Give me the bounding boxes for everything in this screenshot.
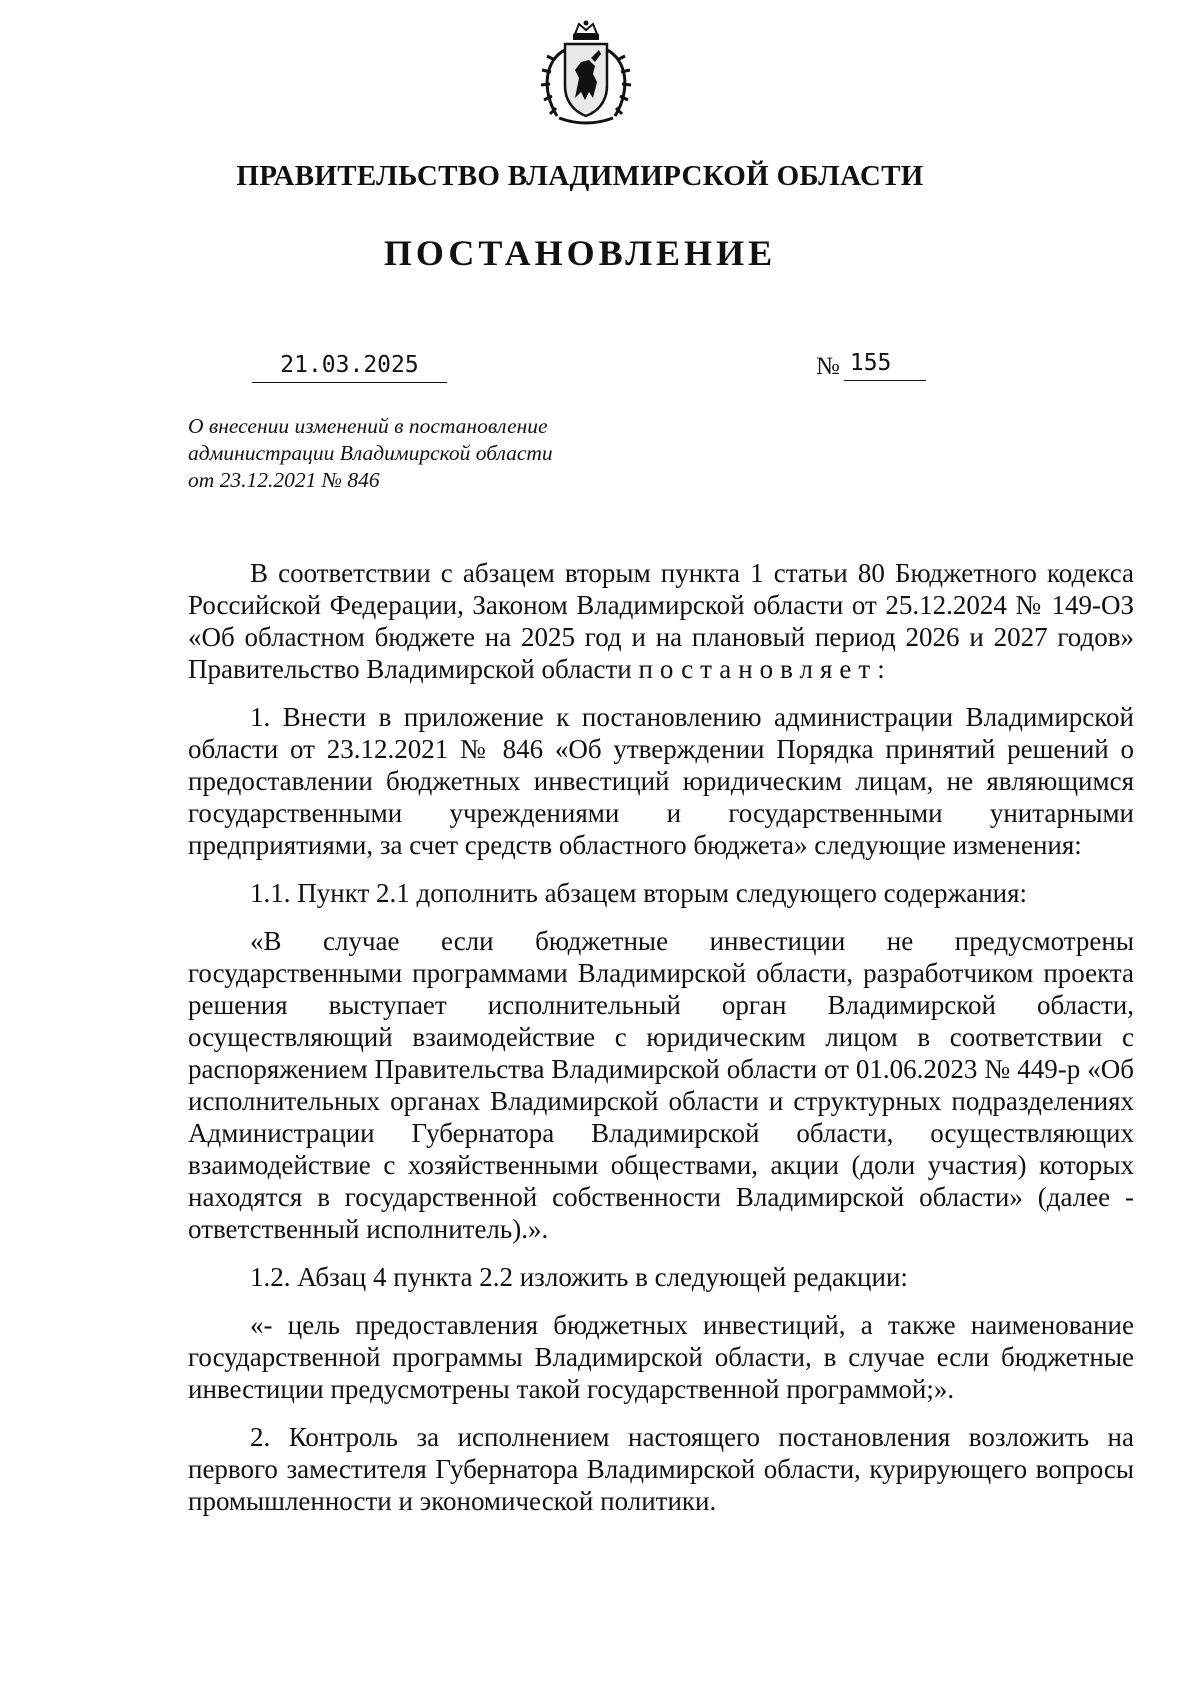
paragraph-preamble xyxy=(188,557,1134,685)
paragraph-item-1-1: 1.1. Пункт 2.1 дополнить абзацем вторым следующего содержания: xyxy=(250,878,1028,908)
number-sign: № xyxy=(816,353,840,380)
document-body xyxy=(188,557,1134,1533)
document-number: 155 xyxy=(849,350,892,376)
paragraph-item-1: 1. Внести в приложение к постановлению администрации Владимирской области от 23.12.2021 № 846 «Об утверждении Порядка принятий решений о предоставлении бюджетных инвестиций юридическим лицам, не являющимся государственными учреждениями и государственными унитарными предприятиями, за счет средств областного бюджета» следующие изменения: xyxy=(188,702,1134,860)
document-date: 21.03.2025 xyxy=(280,352,419,378)
coat-of-arms-icon xyxy=(535,20,637,128)
document-type-title: ПОСТАНОВЛЕНИЕ xyxy=(383,233,777,273)
document-number-field xyxy=(816,350,926,382)
subject-line: от 23.12.2021 № 846 xyxy=(188,468,380,492)
paragraph-quote-2: «- цель предоставления бюджетных инвестиций, а также наименование государственной программы Владимирской области, в случае если бюджетные инвестиции предусмотрены такой государственной программой;». xyxy=(188,1310,1134,1404)
paragraph-item-2: 2. Контроль за исполнением настоящего постановления возложить на первого заместителя Губернатора Владимирской области, курирующего вопросы промышленности и экономической политики. xyxy=(188,1422,1134,1516)
subject-line: администрации Владимирской области xyxy=(188,441,553,465)
document-subject xyxy=(188,413,618,494)
resolution-verb: постановляет: xyxy=(638,654,892,684)
paragraph-item-1-2: 1.2. Абзац 4 пункта 2.2 изложить в следующей редакции: xyxy=(250,1262,908,1292)
document-number-underline xyxy=(844,350,926,381)
preamble-text: В соответствии с абзацем вторым пункта 1 статьи 80 Бюджетного кодекса Российской Федерации, Законом Владимирской области от 25.12.2024 № 149-ОЗ «Об областном бюджете на 2025 год и на плановый период 2026 и 2027 годов» Правительство Владимирской области xyxy=(188,558,1134,684)
paragraph-quote-1: «В случае если бюджетные инвестиции не предусмотрены государственными программами Владимирской области, разработчиком проекта решения выступает исполнительный орган Владимирской области, осуществляющий взаимодействие с юридическим лицом в соответствии с распоряжением Правительства Владимирской области от 01.06.2023 № 449-р «Об исполнительных органах Владимирской области и структурных подразделениях Администрации Губернатора Владимирской области, осуществляющих взаимодействие с хозяйственными обществами, акции (доли участия) которых находятся в государственной собственности Владимирской области» (далее - ответственный исполнитель).». xyxy=(188,926,1134,1244)
document-date-field xyxy=(252,352,447,383)
subject-line: О внесении изменений в постановление xyxy=(188,414,548,438)
government-title: ПРАВИТЕЛЬСТВО ВЛАДИМИРСКОЙ ОБЛАСТИ xyxy=(236,160,924,192)
